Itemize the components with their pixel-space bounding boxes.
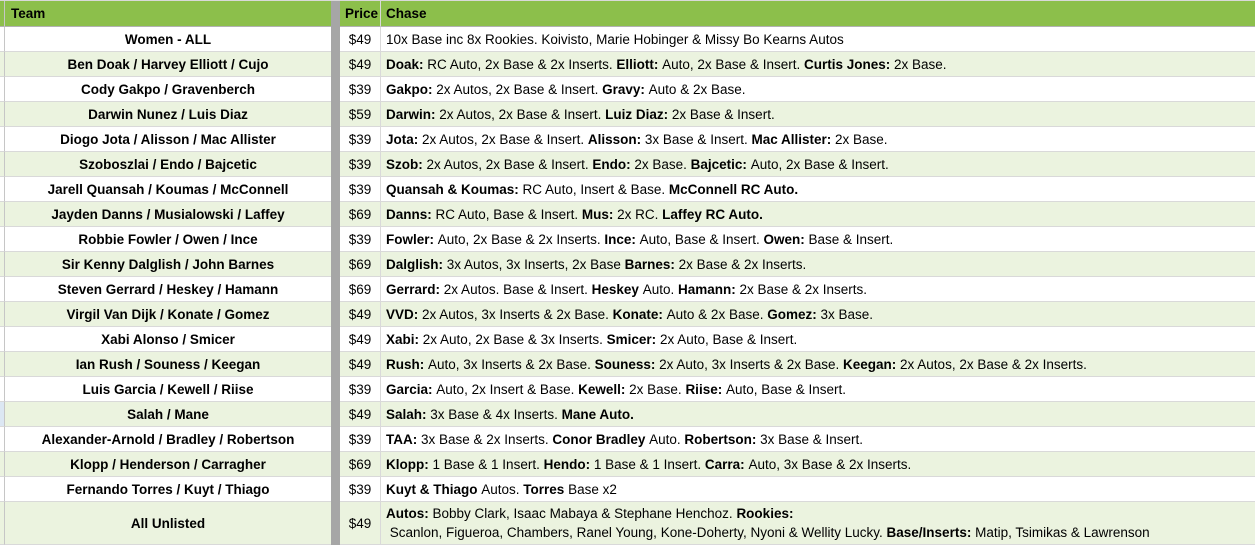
team-cell[interactable]: Diogo Jota / Alisson / Mac Allister (4, 127, 331, 152)
chase-cell[interactable]: Klopp: 1 Base & 1 Insert. Hendo: 1 Base & 1 Insert. Carra: Auto, 3x Base & 2x Inserts. (380, 452, 1255, 477)
price-cell[interactable]: $39 (340, 377, 380, 402)
table-row (0, 202, 1255, 227)
column-divider (331, 502, 340, 545)
team-cell[interactable]: Virgil Van Dijk / Konate / Gomez (4, 302, 331, 327)
column-divider (331, 27, 340, 52)
price-cell[interactable]: $49 (340, 352, 380, 377)
price-cell[interactable]: $69 (340, 277, 380, 302)
column-divider (331, 202, 340, 227)
chase-cell[interactable]: Fowler: Auto, 2x Base & 2x Inserts. Ince: Auto, Base & Insert. Owen: Base & Insert. (380, 227, 1255, 252)
team-cell[interactable]: Women - ALL (4, 27, 331, 52)
column-divider (331, 152, 340, 177)
team-cell[interactable]: Jarell Quansah / Koumas / McConnell (4, 177, 331, 202)
header-row (0, 1, 1255, 27)
chase-cell[interactable]: 10x Base inc 8x Rookies. Koivisto, Marie Hobinger & Missy Bo Kearns Autos (380, 27, 1255, 52)
team-cell[interactable]: Sir Kenny Dalglish / John Barnes (4, 252, 331, 277)
column-divider (331, 52, 340, 77)
table-row (0, 152, 1255, 177)
table-row (0, 127, 1255, 152)
team-cell[interactable]: Luis Garcia / Kewell / Riise (4, 377, 331, 402)
price-cell[interactable]: $49 (340, 327, 380, 352)
chase-cell[interactable]: Salah: 3x Base & 4x Inserts. Mane Auto. (380, 402, 1255, 427)
chase-cell[interactable]: Danns: RC Auto, Base & Insert. Mus: 2x RC. Laffey RC Auto. (380, 202, 1255, 227)
column-divider (331, 302, 340, 327)
price-cell[interactable]: $69 (340, 202, 380, 227)
table-row (0, 77, 1255, 102)
chase-cell[interactable]: Garcia: Auto, 2x Insert & Base. Kewell: 2x Base. Riise: Auto, Base & Insert. (380, 377, 1255, 402)
price-cell[interactable]: $49 (340, 502, 380, 545)
price-cell[interactable]: $39 (340, 177, 380, 202)
table-row (0, 277, 1255, 302)
chase-cell[interactable]: Quansah & Koumas: RC Auto, Insert & Base. McConnell RC Auto. (380, 177, 1255, 202)
team-cell[interactable]: Ben Doak / Harvey Elliott / Cujo (4, 52, 331, 77)
team-cell[interactable]: Salah / Mane (4, 402, 331, 427)
chase-cell[interactable]: Doak: RC Auto, 2x Base & 2x Inserts. Elliott: Auto, 2x Base & Insert. Curtis Jones: 2x Base. (380, 52, 1255, 77)
table-body (0, 27, 1255, 545)
price-cell[interactable]: $49 (340, 52, 380, 77)
header-price-cell[interactable]: Price (340, 1, 380, 27)
price-cell[interactable]: $39 (340, 152, 380, 177)
chase-cell[interactable]: Rush: Auto, 3x Inserts & 2x Base. Souness: 2x Auto, 3x Inserts & 2x Base. Keegan: 2x Autos, 2x Base & 2x Inserts. (380, 352, 1255, 377)
chase-cell[interactable]: TAA: 3x Base & 2x Inserts. Conor Bradley Auto. Robertson: 3x Base & Insert. (380, 427, 1255, 452)
chase-cell[interactable]: Gerrard: 2x Autos. Base & Insert. Heskey Auto. Hamann: 2x Base & 2x Inserts. (380, 277, 1255, 302)
team-cell[interactable]: Klopp / Henderson / Carragher (4, 452, 331, 477)
table-row (0, 252, 1255, 277)
team-cell[interactable]: Steven Gerrard / Heskey / Hamann (4, 277, 331, 302)
column-divider (331, 402, 340, 427)
chase-cell[interactable]: Xabi: 2x Auto, 2x Base & 3x Inserts. Smicer: 2x Auto, Base & Insert. (380, 327, 1255, 352)
team-cell[interactable]: Jayden Danns / Musialowski / Laffey (4, 202, 331, 227)
team-cell[interactable]: Alexander-Arnold / Bradley / Robertson (4, 427, 331, 452)
column-divider (331, 477, 340, 502)
team-cell[interactable]: Xabi Alonso / Smicer (4, 327, 331, 352)
table-row (0, 102, 1255, 127)
team-cell[interactable]: Szoboszlai / Endo / Bajcetic (4, 152, 331, 177)
column-divider (331, 427, 340, 452)
column-divider (331, 1, 340, 27)
team-cell[interactable]: Ian Rush / Souness / Keegan (4, 352, 331, 377)
table-row (0, 452, 1255, 477)
header-team-cell[interactable]: Team (4, 1, 331, 27)
chase-cell[interactable]: Darwin: 2x Autos, 2x Base & Insert. Luiz Diaz: 2x Base & Insert. (380, 102, 1255, 127)
table-row (0, 427, 1255, 452)
column-divider (331, 377, 340, 402)
column-divider (331, 277, 340, 302)
column-divider (331, 102, 340, 127)
column-divider (331, 327, 340, 352)
team-cell[interactable]: All Unlisted (4, 502, 331, 545)
price-cell[interactable]: $69 (340, 452, 380, 477)
price-cell[interactable]: $59 (340, 102, 380, 127)
chase-cell[interactable]: Szob: 2x Autos, 2x Base & Insert. Endo: 2x Base. Bajcetic: Auto, 2x Base & Insert. (380, 152, 1255, 177)
column-divider (331, 177, 340, 202)
table-row (0, 27, 1255, 52)
column-divider (331, 252, 340, 277)
team-cell[interactable]: Darwin Nunez / Luis Diaz (4, 102, 331, 127)
table-row (0, 502, 1255, 545)
header-chase-cell[interactable]: Chase (380, 1, 1255, 27)
price-cell[interactable]: $49 (340, 302, 380, 327)
column-divider (331, 127, 340, 152)
team-cell[interactable]: Fernando Torres / Kuyt / Thiago (4, 477, 331, 502)
price-cell[interactable]: $39 (340, 77, 380, 102)
chase-cell[interactable]: Kuyt & Thiago Autos. Torres Base x2 (380, 477, 1255, 502)
chase-cell[interactable]: Jota: 2x Autos, 2x Base & Insert. Alisson: 3x Base & Insert. Mac Allister: 2x Base. (380, 127, 1255, 152)
team-cell[interactable]: Robbie Fowler / Owen / Ince (4, 227, 331, 252)
table-row (0, 227, 1255, 252)
chase-cell[interactable]: VVD: 2x Autos, 3x Inserts & 2x Base. Konate: Auto & 2x Base. Gomez: 3x Base. (380, 302, 1255, 327)
column-divider (331, 452, 340, 477)
column-divider (331, 77, 340, 102)
price-cell[interactable]: $49 (340, 27, 380, 52)
table-row (0, 352, 1255, 377)
price-cell[interactable]: $39 (340, 477, 380, 502)
chase-cell[interactable]: Dalglish: 3x Autos, 3x Inserts, 2x Base Barnes: 2x Base & 2x Inserts. (380, 252, 1255, 277)
price-cell[interactable]: $69 (340, 252, 380, 277)
table-row (0, 177, 1255, 202)
table-row (0, 402, 1255, 427)
team-cell[interactable]: Cody Gakpo / Gravenberch (4, 77, 331, 102)
table-row (0, 52, 1255, 77)
chase-cell[interactable]: Gakpo: 2x Autos, 2x Base & Insert. Gravy: Auto & 2x Base. (380, 77, 1255, 102)
price-cell[interactable]: $49 (340, 402, 380, 427)
table-row (0, 302, 1255, 327)
price-cell[interactable]: $39 (340, 127, 380, 152)
price-cell[interactable]: $39 (340, 227, 380, 252)
price-cell[interactable]: $39 (340, 427, 380, 452)
table-row (0, 377, 1255, 402)
column-divider (331, 227, 340, 252)
column-divider (331, 352, 340, 377)
chase-cell[interactable]: Autos: Bobby Clark, Isaac Mabaya & Stephane Henchoz. Rookies: Scanlon, Figueroa, Chambers, Ranel Young, Kone-Doherty, Nyoni & Wellity Lucky. Base/Inserts: Matip, Tsimikas & Lawrenson (380, 502, 1255, 545)
table-row (0, 477, 1255, 502)
table-row (0, 327, 1255, 352)
